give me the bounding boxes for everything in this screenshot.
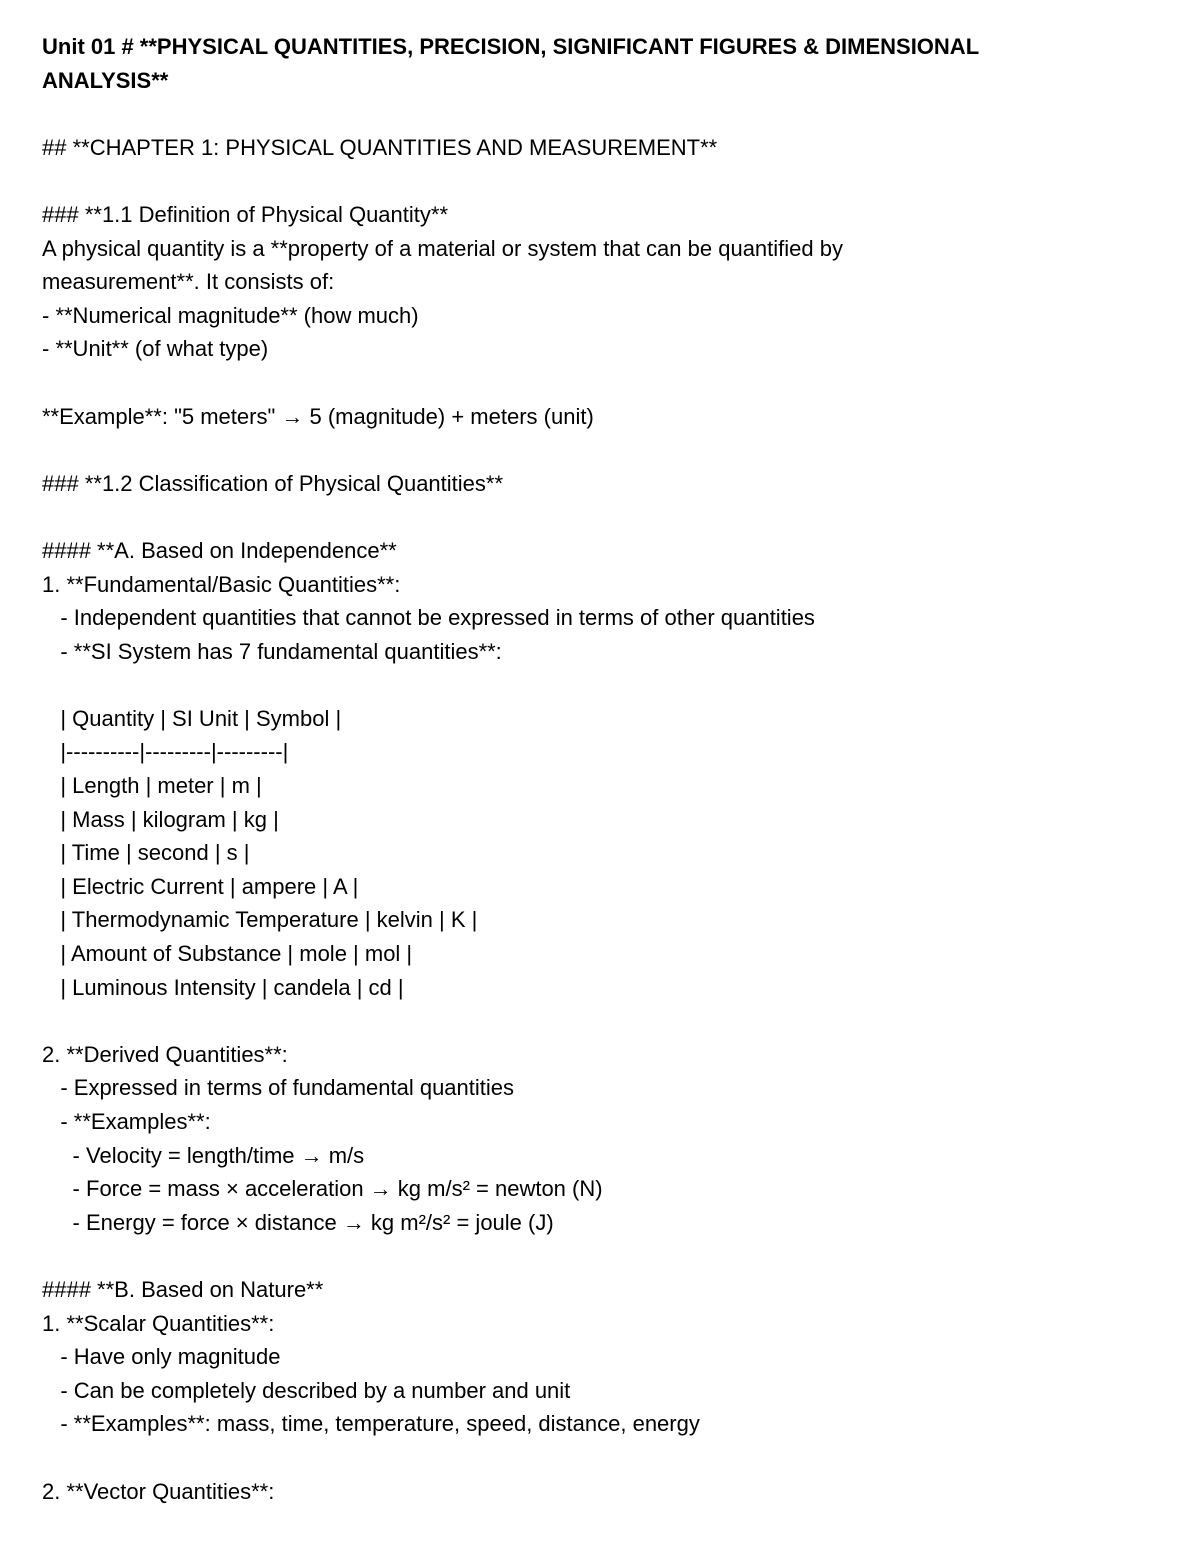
list-item: 1. **Scalar Quantities**: bbox=[42, 1310, 275, 1336]
blank-line bbox=[42, 1441, 1142, 1475]
example-line: **Example**: "5 meters" → 5 (magnitude) + meters (unit) bbox=[42, 403, 594, 429]
blank-line bbox=[42, 500, 1142, 534]
blank-line bbox=[42, 433, 1142, 467]
table-row: | Luminous Intensity | candela | cd | bbox=[42, 974, 404, 1000]
table-row: | Amount of Substance | mole | mol | bbox=[42, 941, 413, 967]
bullet-item: - **Examples**: mass, time, temperature, speed, distance, energy bbox=[42, 1411, 700, 1437]
list-item: 2. **Vector Quantities**: bbox=[42, 1478, 275, 1504]
bullet-item: - **Unit** (of what type) bbox=[42, 336, 269, 362]
chapter-heading: ## **CHAPTER 1: PHYSICAL QUANTITIES AND MEASUREMENT** bbox=[42, 134, 718, 160]
subsection-heading-a: #### **A. Based on Independence** bbox=[42, 537, 397, 563]
section-heading-1-2: ### **1.2 Classification of Physical Quantities** bbox=[42, 470, 504, 496]
document-title: Unit 01 # **PHYSICAL QUANTITIES, PRECISION, SIGNIFICANT FIGURES & DIMENSIONAL bbox=[42, 34, 980, 59]
blank-line bbox=[42, 164, 1142, 198]
definition-text-continued: measurement**. It consists of: bbox=[42, 269, 335, 295]
table-row: | Time | second | s | bbox=[42, 840, 250, 866]
definition-text: A physical quantity is a **property of a material or system that can be quantified by bbox=[42, 235, 843, 261]
blank-line bbox=[42, 1239, 1142, 1273]
document-title-continued: ANALYSIS** bbox=[42, 67, 169, 93]
bullet-item: - Independent quantities that cannot be expressed in terms of other quantities bbox=[42, 605, 815, 631]
example-item: - Velocity = length/time → m/s bbox=[42, 1142, 365, 1168]
table-row: | Length | meter | m | bbox=[42, 773, 262, 799]
section-heading-1-1: ### **1.1 Definition of Physical Quantity** bbox=[42, 201, 449, 227]
example-item: - Force = mass × acceleration → kg m/s² = newton (N) bbox=[42, 1176, 603, 1202]
table-row: | Electric Current | ampere | A | bbox=[42, 873, 359, 899]
list-item: 2. **Derived Quantities**: bbox=[42, 1041, 288, 1067]
bullet-item: - Expressed in terms of fundamental quantities bbox=[42, 1075, 515, 1101]
example-item: - Energy = force × distance → kg m²/s² = joule (J) bbox=[42, 1209, 554, 1235]
table-row: | Quantity | SI Unit | Symbol | bbox=[42, 705, 342, 731]
bullet-item: - **SI System has 7 fundamental quantities**: bbox=[42, 638, 502, 664]
blank-line bbox=[42, 1004, 1142, 1038]
subsection-heading-b: #### **B. Based on Nature** bbox=[42, 1276, 324, 1302]
blank-line bbox=[42, 668, 1142, 702]
list-item: 1. **Fundamental/Basic Quantities**: bbox=[42, 571, 401, 597]
table-row: | Thermodynamic Temperature | kelvin | K | bbox=[42, 907, 478, 933]
bullet-item: - Can be completely described by a number and unit bbox=[42, 1377, 571, 1403]
table-row: | Mass | kilogram | kg | bbox=[42, 806, 279, 832]
bullet-item: - Have only magnitude bbox=[42, 1344, 281, 1370]
blank-line bbox=[42, 366, 1142, 400]
blank-line bbox=[42, 97, 1142, 131]
fundamental-quantities-table bbox=[42, 702, 1142, 1004]
bullet-item: - **Numerical magnitude** (how much) bbox=[42, 302, 419, 328]
bullet-item: - **Examples**: bbox=[42, 1109, 211, 1134]
table-row: |----------|---------|---------| bbox=[42, 739, 289, 765]
document-body bbox=[42, 30, 1142, 1508]
